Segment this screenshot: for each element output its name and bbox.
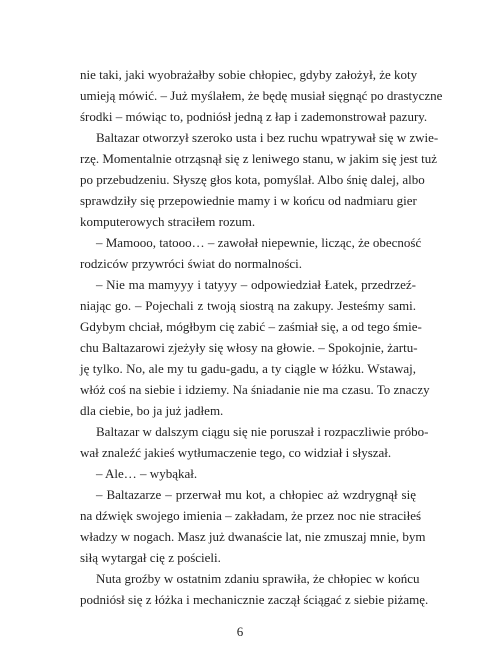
text-line: po przebudzeniu. Słyszę głos kota, pomyślał. Albo śnię dalej, albo — [80, 172, 425, 187]
text-line: włóż coś na siebie i idziemy. Na śniadanie nie ma czasu. To znaczy — [80, 382, 430, 397]
text-line: Nuta groźby w ostatnim zdaniu sprawiła, że chłopiec w końcu — [96, 571, 420, 586]
text-line: komputerowych straciłem rozum. — [80, 214, 256, 229]
text-line: nie taki, jaki wyobrażałby sobie chłopiec, gdyby założył, że koty — [80, 67, 418, 82]
text-line: rzę. Momentalnie otrząsnął się z leniwego stanu, w jakim się jest tuż — [80, 151, 438, 166]
text-line: Gdybym chciał, mógłbym cię zabić – zaśmiał się, a od tego śmie- — [80, 319, 422, 334]
text-line: podniósł się z łóżka i mechanicznie zaczął ściągać z siebie piżamę. — [80, 592, 429, 607]
text-line: dla ciebie, bo ja już jadłem. — [80, 403, 224, 418]
text-line: – Mamooo, tatooo… – zawołał niepewnie, licząc, że obecność — [96, 235, 422, 250]
text-line: umieją mówić. – Już myślałem, że będę musiał sięgnąć po drastyczne — [80, 88, 443, 103]
text-line: środki – mówiąc to, podniósł jedną z łap i zademonstrował pazury. — [80, 109, 428, 124]
text-line: Baltazar w dalszym ciągu się nie poruszał i rozpaczliwie próbo- — [96, 424, 429, 439]
text-line: Baltazar otworzył szeroko usta i bez ruchu wpatrywał się w zwie- — [96, 130, 439, 145]
text-line: rodziców przywróci świat do normalności. — [80, 256, 303, 271]
text-line: – Nie ma mamyyy i tatyyy – odpowiedział Łatek, przedrzeź- — [96, 277, 416, 292]
text-line: władzy w nogach. Masz już dwanaście lat, nie zmuszaj mnie, bym — [80, 529, 426, 544]
text-line: sprawdziły się przepowiednie mamy i w końcu od nadmiaru gier — [80, 193, 417, 208]
text-line: chu Baltazarowi zjeżyły się włosy na głowie. – Spokojnie, żartu- — [80, 340, 418, 355]
text-line: – Baltazarze – przerwał mu kot, a chłopiec aż wzdrygnął się — [96, 487, 416, 502]
body-text — [80, 64, 443, 610]
text-line: na dźwięk swojego imienia – zakładam, że przez noc nie straciłeś — [80, 508, 422, 523]
text-line: niając go. – Pojechali z twoją siostrą na zakupy. Jesteśmy sami. — [80, 298, 416, 313]
text-line: – Ale… – wybąkał. — [96, 466, 198, 481]
text-line: wał znaleźć jakieś wytłumaczenie tego, co widział i słyszał. — [80, 445, 392, 460]
text-line: ję tylko. No, ale my tu gadu-gadu, a ty ciągle w łóżku. Wstawaj, — [80, 361, 416, 376]
page-number: 6 — [236, 624, 244, 639]
text-line: siłą wytargał cię z pościeli. — [80, 550, 221, 565]
